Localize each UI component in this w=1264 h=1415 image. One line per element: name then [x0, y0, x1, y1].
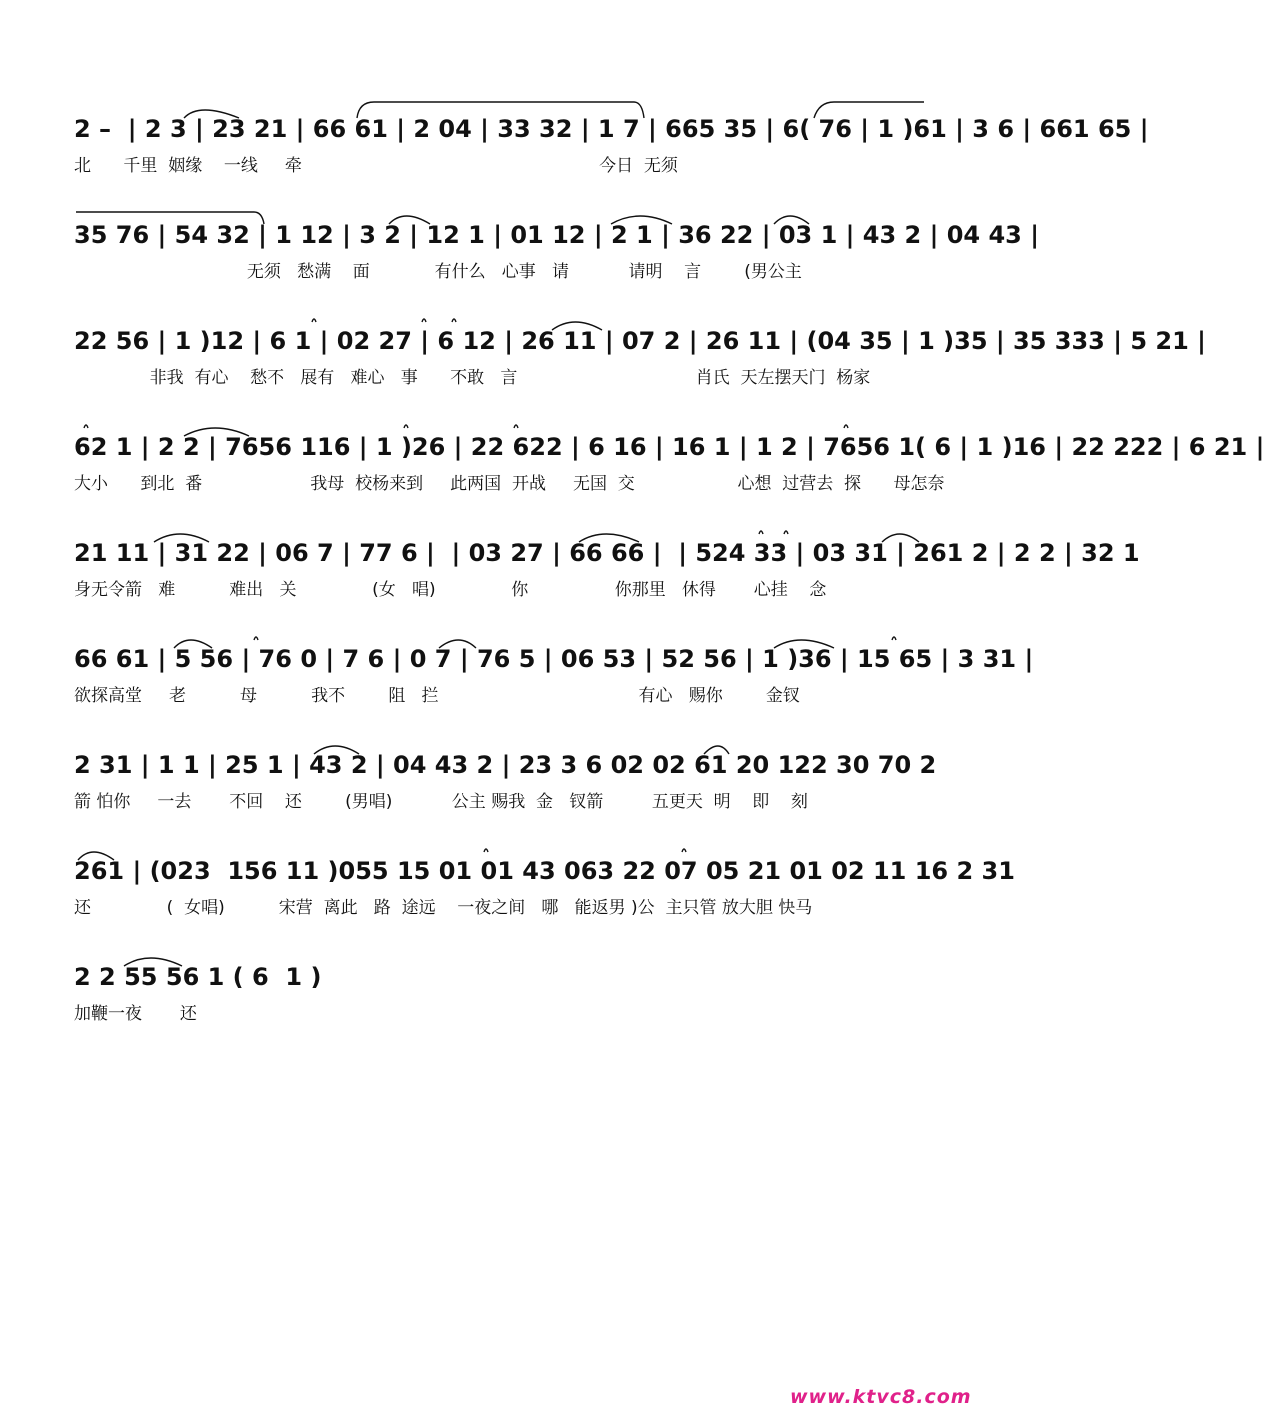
notation-line: 66 61 | 5 56 | 76 0 | 7 6 | 0 7 | 76 5 | 06 53 | 52 56 | 1 )36 | 15 65 | 3 31 |	[74, 645, 1034, 673]
score-system-4	[74, 418, 1264, 508]
notation-line: 2 2 55 56 1 ( 6 1 )	[74, 963, 322, 991]
lyric-line: 加鞭一夜 还	[74, 1004, 197, 1024]
lyric-line: 非我 有心 愁不 展有 难心 事 不敢 言 肖氏 天左摆天门 杨家	[74, 368, 871, 388]
notation-line: 62 1 | 2 2 | 7656 116 | 1 )26 | 22 622 | 6 16 | 16 1 | 1 2 | 7656 1( 6 | 1 )16 | 22 222 | 6 21 |	[74, 433, 1264, 461]
score-system-9	[74, 948, 934, 1038]
score-system-2	[74, 206, 1039, 296]
notation-line: 2 – | 2 3 | 23 21 | 66 61 | 2 04 | 33 32 | 1 7 | 665 35 | 6( 76 | 1 )61 | 3 6 | 661 65 |	[74, 115, 1149, 143]
score-system-1	[74, 100, 1149, 190]
score-system-7	[74, 736, 937, 826]
lyric-line: 无须 愁满 面 有什么 心事 请 请明 言 (男公主	[74, 262, 802, 282]
lyric-line: 还 ( 女唱) 宋营 离此 路 途远 一夜之间 哪 能返男 )公 主只管 放大胆 快马	[74, 898, 813, 918]
lyric-line: 箭 怕你 一去 不回 还 (男唱) 公主 赐我 金 钗箭 五更天 明 即 刻	[74, 792, 808, 812]
notation-line: 2 31 | 1 1 | 25 1 | 43 2 | 04 43 2 | 23 3 6 02 02 61 20 122 30 70 2	[74, 751, 937, 779]
notation-line: 261 | (023 156 11 )055 15 01 01 43 063 22 07 05 21 01 02 11 16 2 31	[74, 857, 1015, 885]
notation-line: 22 56 | 1 )12 | 6 1 | 02 27 | 6 12 | 26 11 | 07 2 | 26 11 | (04 35 | 1 )35 | 35 333 | 5 21 |	[74, 327, 1206, 355]
lyric-line: 欲探高堂 老 母 我不 阻 拦 有心 赐你 金钗	[74, 686, 800, 706]
score-system-6	[74, 630, 1034, 720]
score-system-3	[74, 312, 1206, 402]
notation-line: 21 11 | 31 22 | 06 7 | 77 6 | | 03 27 | 66 66 | | 524 33 | 03 31 | 261 2 | 2 2 | 32 1	[74, 539, 1140, 567]
score-system-5	[74, 524, 1140, 614]
lyric-line: 北 千里 姻缘 一线 牵 今日 无须	[74, 156, 678, 176]
score-system-8	[74, 842, 1015, 932]
site-watermark: www.ktvc8.com	[790, 1386, 972, 1408]
lyric-line: 大小 到北 番 我母 校杨来到 此两国 开战 无国 交 心想 过营去 探 母怎奈	[74, 474, 945, 494]
notation-line: 35 76 | 54 32 | 1 12 | 3 2 | 12 1 | 01 12 | 2 1 | 36 22 | 03 1 | 43 2 | 04 43 |	[74, 221, 1039, 249]
lyric-line: 身无令箭 难 难出 关 (女 唱) 你 你那里 休得 心挂 念	[74, 580, 827, 600]
